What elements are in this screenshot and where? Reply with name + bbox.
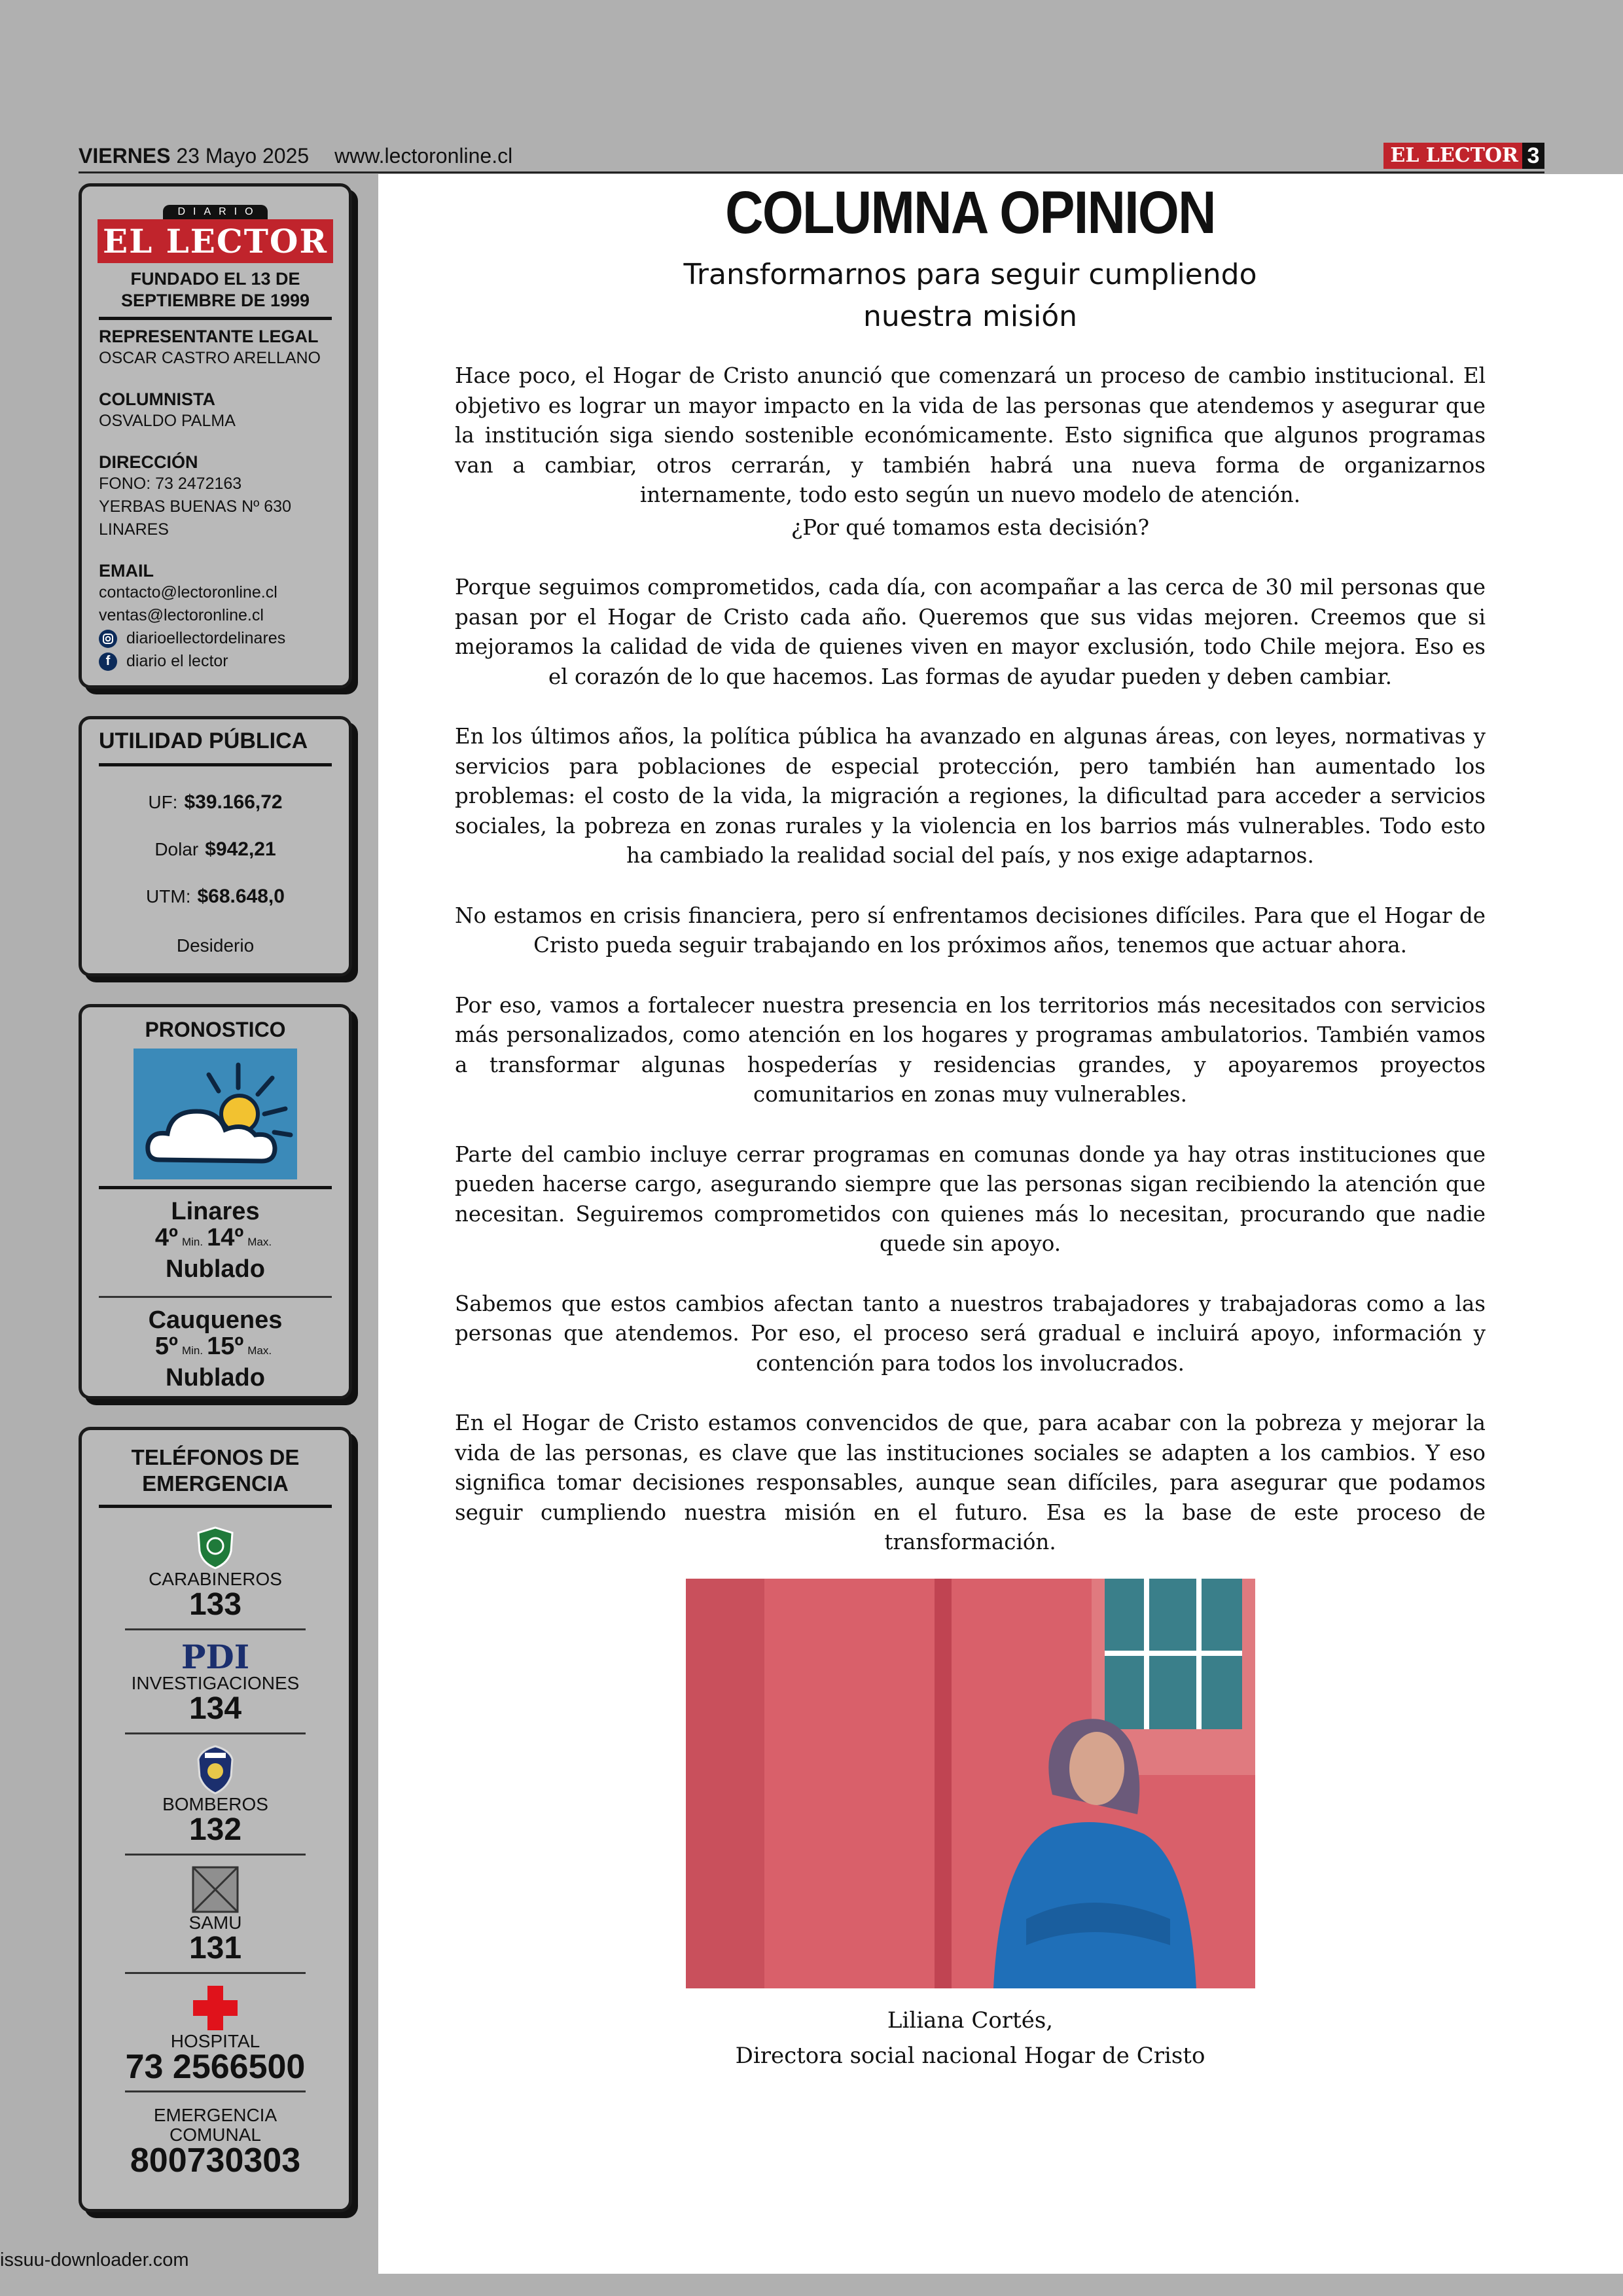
- caption-role: Directora social nacional Hogar de Cristo: [735, 2042, 1205, 2069]
- city-condition: Nublado: [166, 1255, 265, 1283]
- section-headline: COLUMNA OPINION: [725, 179, 1215, 246]
- bomberos-badge-icon: [196, 1745, 235, 1795]
- header-date: 23 Mayo 2025: [176, 144, 310, 168]
- instagram-handle: diarioellectordelinares: [126, 629, 286, 647]
- paragraph: Parte del cambio incluye cerrar programas en comunas donde ya hay otras instituciones que pueden hacerse cargo, asegurando siempre que las personas sigan recibiendo la atención que necesitan. Seguiremos comprometidos con quienes más lo necesitan, procurando que nadie quede sin apoyo.: [455, 1141, 1486, 1256]
- facebook-link[interactable]: [99, 650, 332, 673]
- pdi-logo-icon: PDI: [181, 1638, 250, 1676]
- pronostico-title: PRONOSTICO: [145, 1018, 286, 1041]
- email-ventas[interactable]: ventas@lectoronline.cl: [99, 606, 264, 624]
- article-title-line2: nuestra misión: [863, 300, 1078, 333]
- utm-label: UTM:: [146, 886, 191, 906]
- emergency-name: CARABINEROS: [149, 1569, 282, 1589]
- header-brand-logo: EL LECTOR: [1383, 143, 1525, 169]
- emergency-bomberos: [125, 1734, 306, 1856]
- paragraph: En los últimos años, la política pública ha avanzado en algunas áreas, con leyes, normativas y servicios para poblaciones de especial protección, pero también han aumentado los problemas: el costo de la vida, la migración a regiones, la dificultad para acceder a servicios sociales, la pobreza en zonas rurales y la violencia en los barrios más vulnerables. Todo esto ha cambiado la realidad social del país, y nos exige adaptarnos.: [455, 724, 1486, 868]
- article-body: [455, 361, 1486, 1558]
- emergency-name: EMERGENCIA COMUNAL: [153, 2105, 277, 2145]
- paragraph: Sabemos que estos cambios afectan tanto a nuestros trabajadores y trabajadoras como a las personas que atendemos. Por eso, el proceso será gradual e incluirá apoyo, información y contención para todos los involucrados.: [455, 1291, 1486, 1376]
- utilidad-title: UTILIDAD PÚBLICA: [99, 728, 332, 766]
- sidebar: [79, 183, 352, 2240]
- email-label: EMAIL: [99, 561, 154, 581]
- emergency-samu: [125, 1856, 306, 1974]
- columnist-value: OSVALDO PALMA: [99, 412, 236, 430]
- columnist-label: COLUMNISTA: [99, 389, 215, 409]
- emergency-number[interactable]: 73 2566500: [125, 2048, 306, 2086]
- caption-name: Liliana Cortés,: [887, 2007, 1054, 2034]
- temp-max: 14º: [207, 1224, 244, 1251]
- paragraph: Hace poco, el Hogar de Cristo anunció que comenzará un proceso de cambio institucional. El objetivo es lograr un mayor impacto en la vida de las personas que atendemos y asegurar que la institución siga siendo sostenible económicamente. Esto significa que algunos programas van a cambiar, otros cerrarán, y también habrá una nueva forma de organizarnos internamente, todo esto según un nuevo modelo de atención.: [455, 363, 1486, 507]
- rep-value: OSCAR CASTRO ARELLANO: [99, 349, 321, 367]
- emergency-investigaciones: [125, 1630, 306, 1734]
- temp-max: 15º: [207, 1333, 244, 1360]
- emergency-name: SAMU: [188, 1912, 242, 1933]
- emergency-name: INVESTIGACIONES: [131, 1673, 300, 1693]
- logo-el-lector: EL LECTOR: [98, 219, 333, 263]
- samu-placeholder-icon: [192, 1866, 239, 1913]
- red-cross-icon: [192, 1984, 239, 2032]
- partly-cloudy-icon: [134, 1049, 297, 1179]
- uf-value: $39.166,72: [184, 791, 283, 813]
- dolar-value: $942,21: [205, 838, 276, 860]
- instagram-icon: [99, 630, 117, 648]
- header-date-line: [79, 144, 512, 168]
- city-name: Linares: [171, 1198, 260, 1225]
- emergency-phones-box: [79, 1427, 352, 2212]
- city-temps: [99, 1333, 332, 1364]
- temp-min: 5º: [154, 1333, 178, 1360]
- photo-caption: [455, 2003, 1486, 2073]
- utm-row: [99, 886, 332, 908]
- masthead-box: [79, 183, 352, 689]
- temp-min: 4º: [154, 1224, 178, 1251]
- article-title: [455, 254, 1486, 338]
- desiderio-text: Desiderio: [176, 935, 255, 956]
- facebook-icon: f: [99, 653, 117, 671]
- forecast-cauquenes: [99, 1296, 332, 1391]
- emergency-hospital: [125, 1974, 306, 2092]
- article-title-line1: Transformarnos para seguir cumpliendo: [683, 258, 1257, 291]
- emergency-comunal: [125, 2092, 306, 2184]
- emergency-number[interactable]: 131: [188, 1931, 242, 1965]
- utm-value: $68.648,0: [197, 886, 285, 907]
- paragraph: Porque seguimos comprometidos, cada día, con acompañar a las cerca de 30 mil personas que pasan por el Hogar de Cristo cada año. Queremos que sus vidas mejoren. Creemos que si mejoramos la calidad de vida de quienes viven en mayor exclusión, todo Chile mejora. Eso es el corazón de lo que hacemos. Las formas de ayudar pueden y deben cambiar.: [455, 575, 1486, 689]
- uf-label: UF:: [148, 792, 178, 812]
- opinion-article: [455, 177, 1486, 2073]
- forecast-linares: [99, 1186, 332, 1283]
- author-portrait-photo: [686, 1579, 1255, 1988]
- pronostico-box: [79, 1004, 352, 1399]
- email-contacto[interactable]: contacto@lectoronline.cl: [99, 583, 277, 601]
- paragraph: No estamos en crisis financiera, pero sí enfrentamos decisiones difíciles. Para que el Hogar de Cristo pueda seguir trabajando en los próximos años, tenemos que actuar ahora.: [455, 903, 1486, 958]
- emergency-number[interactable]: 133: [188, 1587, 242, 1622]
- address-phone: FONO: 73 2472163: [99, 475, 242, 493]
- dolar-label: Dolar: [154, 839, 199, 859]
- emergency-title: TELÉFONOS DE EMERGENCIA: [99, 1444, 332, 1508]
- city-condition: Nublado: [166, 1364, 265, 1391]
- page-number: 3: [1522, 143, 1544, 169]
- carabineros-shield-icon: [196, 1526, 235, 1570]
- logo-diario-tag: DIARIO: [163, 205, 267, 219]
- instagram-link[interactable]: [99, 627, 332, 650]
- rep-label: REPRESENTANTE LEGAL: [99, 327, 319, 346]
- founded-text: FUNDADO EL 13 DE SEPTIEMBRE DE 1999: [99, 268, 332, 320]
- emergency-number[interactable]: 132: [188, 1812, 242, 1847]
- emergency-number[interactable]: 800730303: [130, 2142, 301, 2179]
- paragraph: En el Hogar de Cristo estamos convencidos de que, para acabar con la pobreza y mejorar la vida de las personas, es clave que las instituciones sociales se adapten a los cambios. Y eso significa tomar decisiones responsables, aunque sean difíciles, para asegurar que podamos seguir cumpliendo nuestra misión en el futuro. Esa es la base de este proceso de transformación.: [455, 1410, 1486, 1554]
- emergency-number[interactable]: 134: [188, 1691, 242, 1726]
- city-name: Cauquenes: [148, 1306, 283, 1334]
- utilidad-publica-box: [79, 716, 352, 977]
- max-label: Max.: [247, 1344, 272, 1357]
- masthead-logo: [99, 190, 332, 263]
- emergency-name: HOSPITAL: [170, 2031, 260, 2051]
- min-label: Min.: [181, 1236, 204, 1248]
- address-street: YERBAS BUENAS Nº 630: [99, 497, 291, 516]
- dolar-row: [99, 838, 332, 861]
- download-watermark: issuu-downloader.com: [0, 2250, 189, 2270]
- min-label: Min.: [181, 1344, 204, 1357]
- address-label: DIRECCIÓN: [99, 452, 198, 472]
- paragraph: Por eso, vamos a fortalecer nuestra presencia en los territorios más necesitados con servicios más personalizados, como atención en los hogares y programas ambulatorios. También vamos a transformar algunas hospederías y residencias grandes, y apoyaremos proyectos comunitarios en zonas muy vulnerables.: [455, 992, 1486, 1107]
- facebook-handle: diario el lector: [126, 652, 228, 670]
- header-day: VIERNES: [79, 144, 171, 168]
- emergency-carabineros: [125, 1508, 306, 1630]
- emergency-name: BOMBEROS: [162, 1794, 268, 1814]
- address-city: LINARES: [99, 520, 169, 539]
- uf-row: [99, 791, 332, 814]
- header-site-link[interactable]: www.lectoronline.cl: [334, 144, 513, 168]
- page-header: [79, 143, 1544, 173]
- paragraph-question: ¿Por qué tomamos esta decisión?: [791, 514, 1150, 540]
- max-label: Max.: [247, 1236, 272, 1248]
- city-temps: [99, 1225, 332, 1255]
